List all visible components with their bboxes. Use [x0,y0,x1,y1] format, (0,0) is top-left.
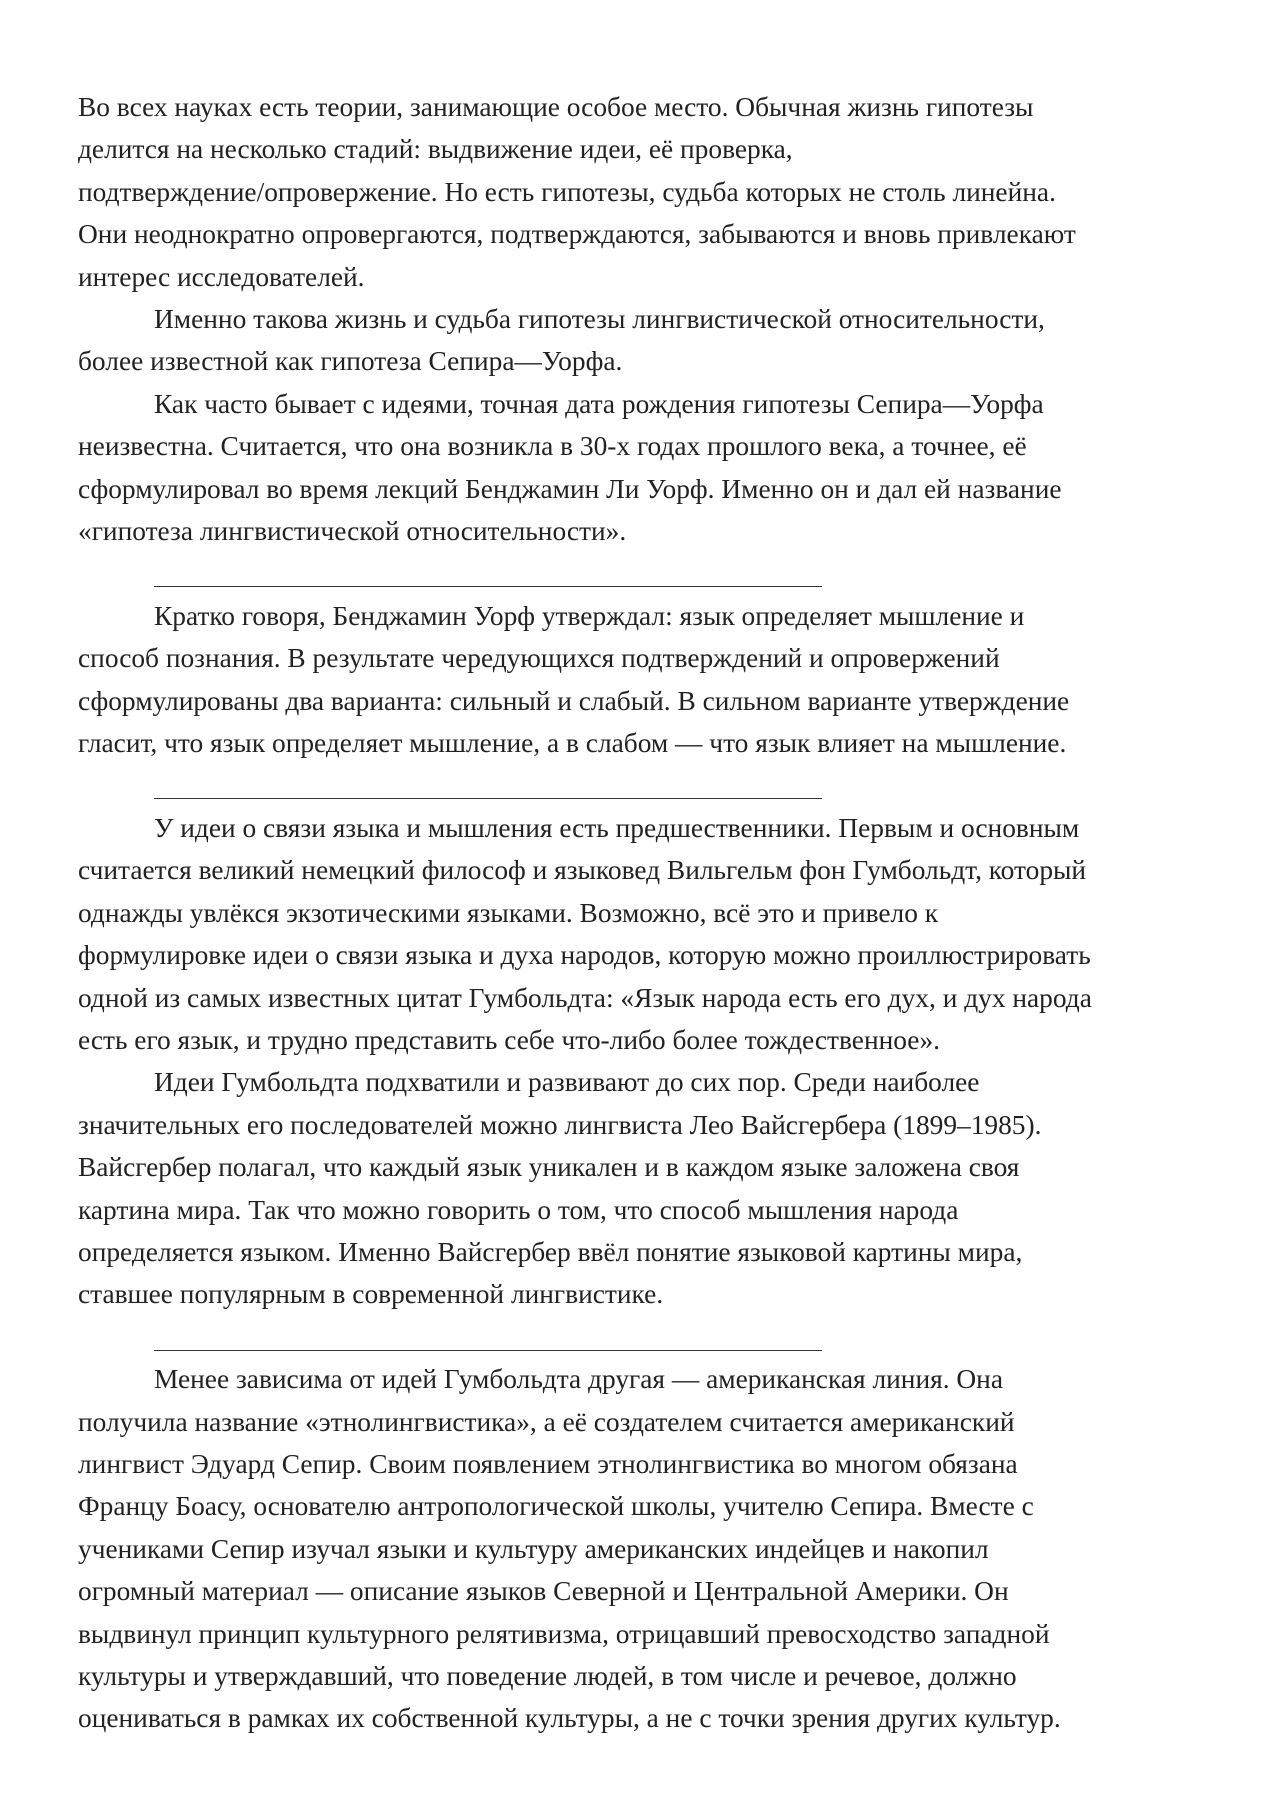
text-line: значительных его последователей можно лингвиста Лео Вайсгербера (1899–1985). [78,1109,1042,1140]
text-line: Кратко говоря, Бенджамин Уорф утверждал: язык определяет мышление и [154,600,1025,631]
text-line: Идеи Гумбольдта подхватили и развивают до сих пор. Среди наиболее [154,1067,980,1098]
text-line: неизвестна. Считается, что она возникла в 30-х годах прошлого века, а точнее, её [78,431,1027,462]
separator-rule [154,1350,822,1351]
paragraph-1 [78,86,1218,298]
paragraph-3 [78,383,1218,553]
text-line: картина мира. Так что можно говорить о том, что способ мышления народа [78,1194,959,1225]
paragraph-5 [78,807,1218,1061]
text-line: одной из самых известных цитат Гумбольдта: «Язык народа есть его дух, и дух народа [78,982,1092,1013]
section-separator [78,552,1218,594]
text-line: Францу Боасу, основателю антропологической школы, учителю Сепира. Вместе с [78,1491,1034,1522]
text-line: делится на несколько стадий: выдвижение идеи, её проверка, [78,134,793,165]
text-line: ставшее популярным в современной лингвистике. [78,1279,664,1310]
text-line: лингвист Эдуард Сепир. Своим появлением этнолингвистика во многом обязана [78,1448,1018,1479]
text-line: Они неоднократно опровергаются, подтверждаются, забываются и вновь привлекают [78,219,1076,250]
text-line: выдвинул принцип культурного релятивизма, отрицавший превосходство западной [78,1618,1050,1649]
paragraph-7 [78,1358,1218,1740]
text-line: гласит, что язык определяет мышление, а в слабом — что язык влияет на мышление. [78,728,1067,759]
text-line: У идеи о связи языка и мышления есть предшественники. Первым и основным [154,812,1080,843]
text-line: Вайсгербер полагал, что каждый язык уникален и в каждом языке заложена своя [78,1152,1020,1183]
text-line: сформулированы два варианта: сильный и слабый. В сильном варианте утверждение [78,685,1070,716]
text-line: способ познания. В результате чередующихся подтверждений и опровержений [78,643,1000,674]
text-line: учениками Сепир изучал языки и культуру американских индейцев и накопил [78,1533,989,1564]
text-line: более известной как гипотеза Сепира—Уорфа. [78,346,623,377]
paragraph-4 [78,595,1218,765]
text-line: оцениваться в рамках их собственной культуры, а не с точки зрения других культур. [78,1703,1061,1734]
text-line: определяется языком. Именно Вайсгербер ввёл понятие языковой картины мира, [78,1236,1023,1267]
text-line: есть его язык, и трудно представить себе что-либо более тождественное». [78,1024,941,1055]
text-line: подтверждение/опровержение. Но есть гипотезы, судьба которых не столь линейна. [78,176,1056,207]
section-separator [78,764,1218,806]
text-line: считается великий немецкий философ и языковед Вильгельм фон Гумбольдт, который [78,855,1087,886]
text-line: однажды увлёкся экзотическими языками. Возможно, всё это и привело к [78,897,939,928]
text-line: сформулировал во время лекций Бенджамин Ли Уорф. Именно он и дал ей название [78,473,1062,504]
text-line: интерес исследователей. [78,261,365,292]
text-line: культуры и утверждавший, что поведение людей, в том числе и речевое, должно [78,1660,1017,1691]
text-line: Именно такова жизнь и судьба гипотезы лингвистической относительности, [154,304,1045,335]
text-line: Во всех науках есть теории, занимающие особое место. Обычная жизнь гипотезы [78,92,1034,122]
paragraph-6 [78,1061,1218,1315]
text-line: получила название «этнолингвистика», а её создателем считается американский [78,1406,1015,1437]
separator-rule [154,586,822,587]
paragraph-2 [78,298,1218,383]
text-line: огромный материал — описание языков Северной и Центральной Америки. Он [78,1576,1009,1607]
document-body [78,86,1218,1740]
section-separator [78,1316,1218,1358]
text-line: Менее зависима от идей Гумбольдта другая — американская линия. Она [154,1364,1003,1395]
text-line: формулировке идеи о связи языка и духа народов, которую можно проиллюстрировать [78,940,1091,971]
separator-rule [154,798,822,799]
text-line: «гипотеза лингвистической относительности». [78,516,627,547]
text-line: Как часто бывает с идеями, точная дата рождения гипотезы Сепира—Уорфа [154,388,1044,419]
